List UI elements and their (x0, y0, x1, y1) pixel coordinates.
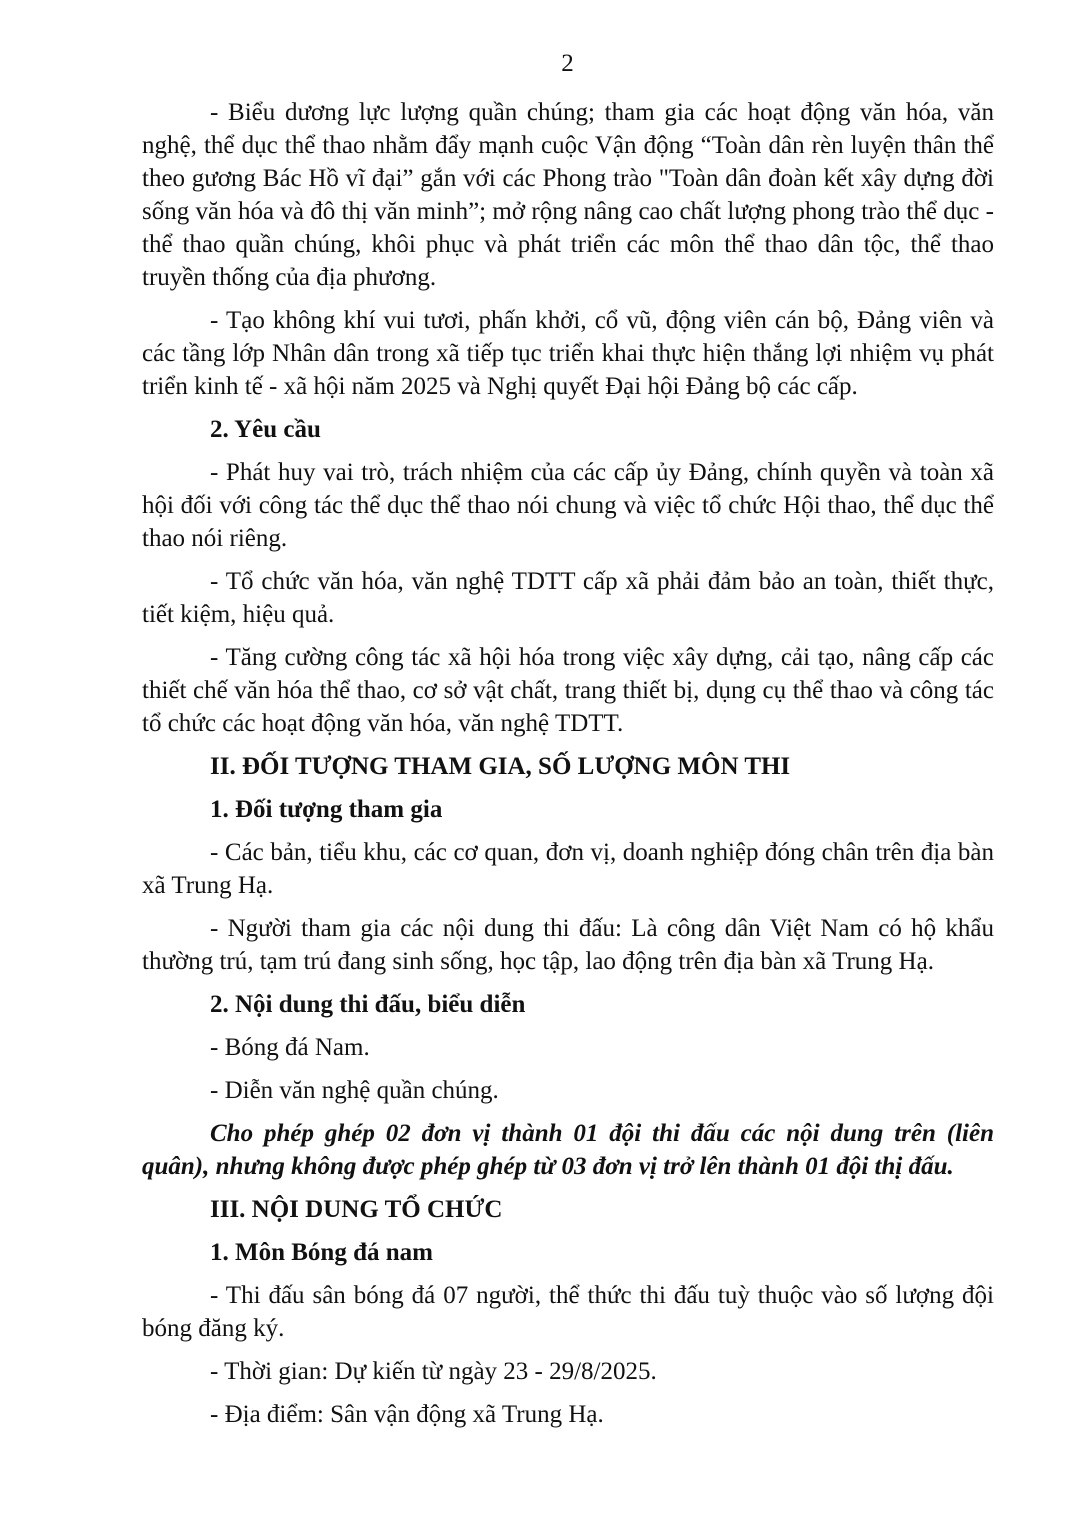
paragraph: - Bóng đá Nam. (210, 1034, 370, 1061)
emphasis-note: Cho phép ghép 02 đơn vị thành 01 đội thi đấu các nội dung trên (liên quân), nhưng không được phép ghép từ 03 đơn vị trở lên thành 01 đội thị đấu. (142, 1120, 994, 1180)
section-heading: 1. Môn Bóng đá nam (210, 1239, 433, 1266)
paragraph: - Các bản, tiểu khu, các cơ quan, đơn vị, doanh nghiệp đóng chân trên địa bàn xã Trung Hạ. (142, 839, 994, 899)
document-body (142, 96, 994, 1441)
section-heading: 2. Yêu cầu (210, 416, 321, 443)
page-number: 2 (561, 50, 574, 77)
paragraph: - Thi đấu sân bóng đá 07 người, thể thức thi đấu tuỳ thuộc vào số lượng đội bóng đăng ký. (142, 1282, 994, 1342)
paragraph: - Diễn văn nghệ quần chúng. (210, 1077, 499, 1104)
paragraph: - Phát huy vai trò, trách nhiệm của các cấp ủy Đảng, chính quyền và toàn xã hội đối với công tác thể dục thể thao nói chung và việc tổ chức Hội thao, thể dục thể thao nói riêng. (142, 459, 994, 552)
paragraph: - Địa điểm: Sân vận động xã Trung Hạ. (210, 1401, 604, 1428)
paragraph: - Người tham gia các nội dung thi đấu: Là công dân Việt Nam có hộ khẩu thường trú, tạm trú đang sinh sống, học tập, lao động trên địa bàn xã Trung Hạ. (142, 915, 994, 975)
section-heading: II. ĐỐI TƯỢNG THAM GIA, SỐ LƯỢNG MÔN THI (210, 753, 791, 780)
paragraph: - Thời gian: Dự kiến từ ngày 23 - 29/8/2025. (210, 1358, 657, 1385)
paragraph: - Tổ chức văn hóa, văn nghệ TDTT cấp xã phải đảm bảo an toàn, thiết thực, tiết kiệm, hiệu quả. (142, 568, 994, 628)
section-heading: III. NỘI DUNG TỔ CHỨC (210, 1196, 503, 1223)
paragraph: - Biểu dương lực lượng quần chúng; tham gia các hoạt động văn hóa, văn nghệ, thể dục thể thao nhằm đẩy mạnh cuộc Vận động “Toàn dân rèn luyện thân thể theo gương Bác Hồ vĩ đại” gắn với các Phong trào "Toàn dân đoàn kết xây dựng đời sống văn hóa và đô thị văn minh”; mở rộng nâng cao chất lượng phong trào thể dục - thể thao quần chúng, khôi phục và phát triển các môn thể thao dân tộc, thể thao truyền thống của địa phương. (142, 99, 994, 291)
paragraph: - Tăng cường công tác xã hội hóa trong việc xây dựng, cải tạo, nâng cấp các thiết chế văn hóa thể thao, cơ sở vật chất, trang thiết bị, dụng cụ thể thao và công tác tổ chức các hoạt động văn hóa, văn nghệ TDTT. (142, 644, 994, 737)
section-heading: 2. Nội dung thi đấu, biểu diễn (210, 991, 526, 1018)
paragraph: - Tạo không khí vui tươi, phấn khởi, cổ vũ, động viên cán bộ, Đảng viên và các tầng lớp Nhân dân trong xã tiếp tục triển khai thực hiện thắng lợi nhiệm vụ phát triển kinh tế - xã hội năm 2025 và Nghị quyết Đại hội Đảng bộ các cấp. (142, 307, 994, 400)
section-heading: 1. Đối tượng tham gia (210, 796, 443, 823)
